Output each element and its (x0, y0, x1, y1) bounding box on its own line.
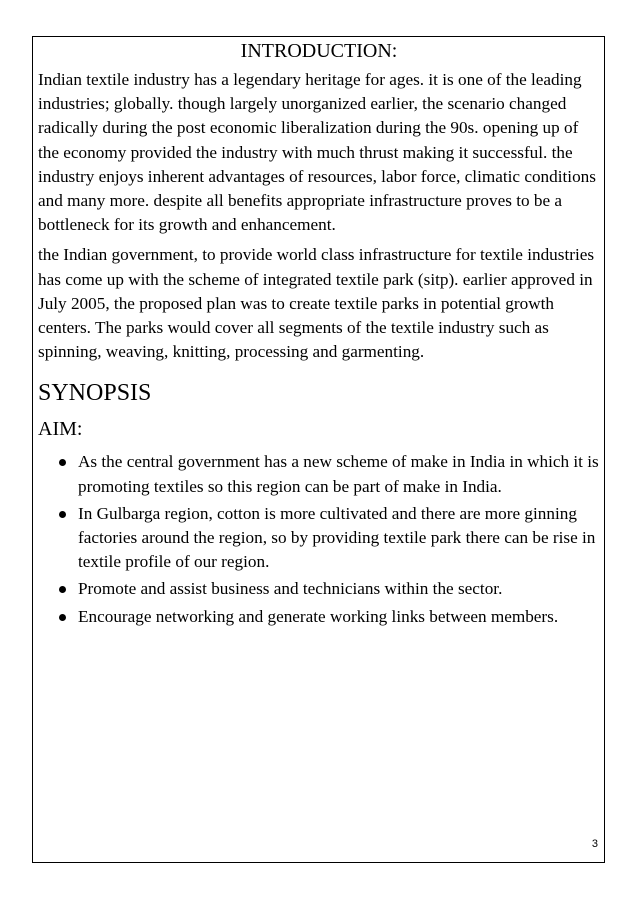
bullet-icon (59, 586, 66, 593)
introduction-title: INTRODUCTION: (240, 40, 398, 62)
aim-text: As the central government has a new scheme of make in India in which it is promoting textiles so this region can be part of make in India. (78, 452, 599, 496)
aim-list (38, 450, 600, 628)
aim-text: In Gulbarga region, cotton is more cultivated and there are more ginning factories around the region, so by providing textile park there can be rise in textile profile of our region. (78, 503, 596, 572)
synopsis-heading: SYNOPSIS (38, 380, 152, 407)
aim-list-item (62, 577, 600, 601)
bullet-icon (59, 511, 66, 518)
aim-heading: AIM: (38, 418, 83, 441)
document-body (38, 38, 600, 632)
page-number: 3 (591, 838, 598, 850)
aim-list-item (62, 502, 600, 575)
aim-list-item (62, 605, 600, 629)
aim-text: Encourage networking and generate working links between members. (78, 606, 559, 626)
intro-paragraph-1: Indian textile industry has a legendary heritage for ages. it is one of the leading industries; globally. though largely unorganized earlier, the scenario changed radically during the post economic liberalization during the 90s. opening up of the economy provided the industry with much thrust making it successful. the industry enjoys inherent advantages of resources, labor force, climatic conditions and many more. despite all benefits appropriate infrastructure proves to be a bottleneck for its growth and enhancement. (38, 70, 596, 235)
bullet-icon (59, 459, 66, 466)
intro-paragraph-2: the Indian government, to provide world class infrastructure for textile industries has come up with the scheme of integrated textile park (sitp). earlier approved in July 2005, the proposed plan was to create textile parks in potential growth centers. The parks would cover all segments of the textile industry such as spinning, weaving, knitting, processing and garmenting. (38, 245, 595, 362)
aim-text: Promote and assist business and technicians within the sector. (78, 579, 503, 599)
aim-list-item (62, 450, 600, 498)
bullet-icon (59, 614, 66, 621)
